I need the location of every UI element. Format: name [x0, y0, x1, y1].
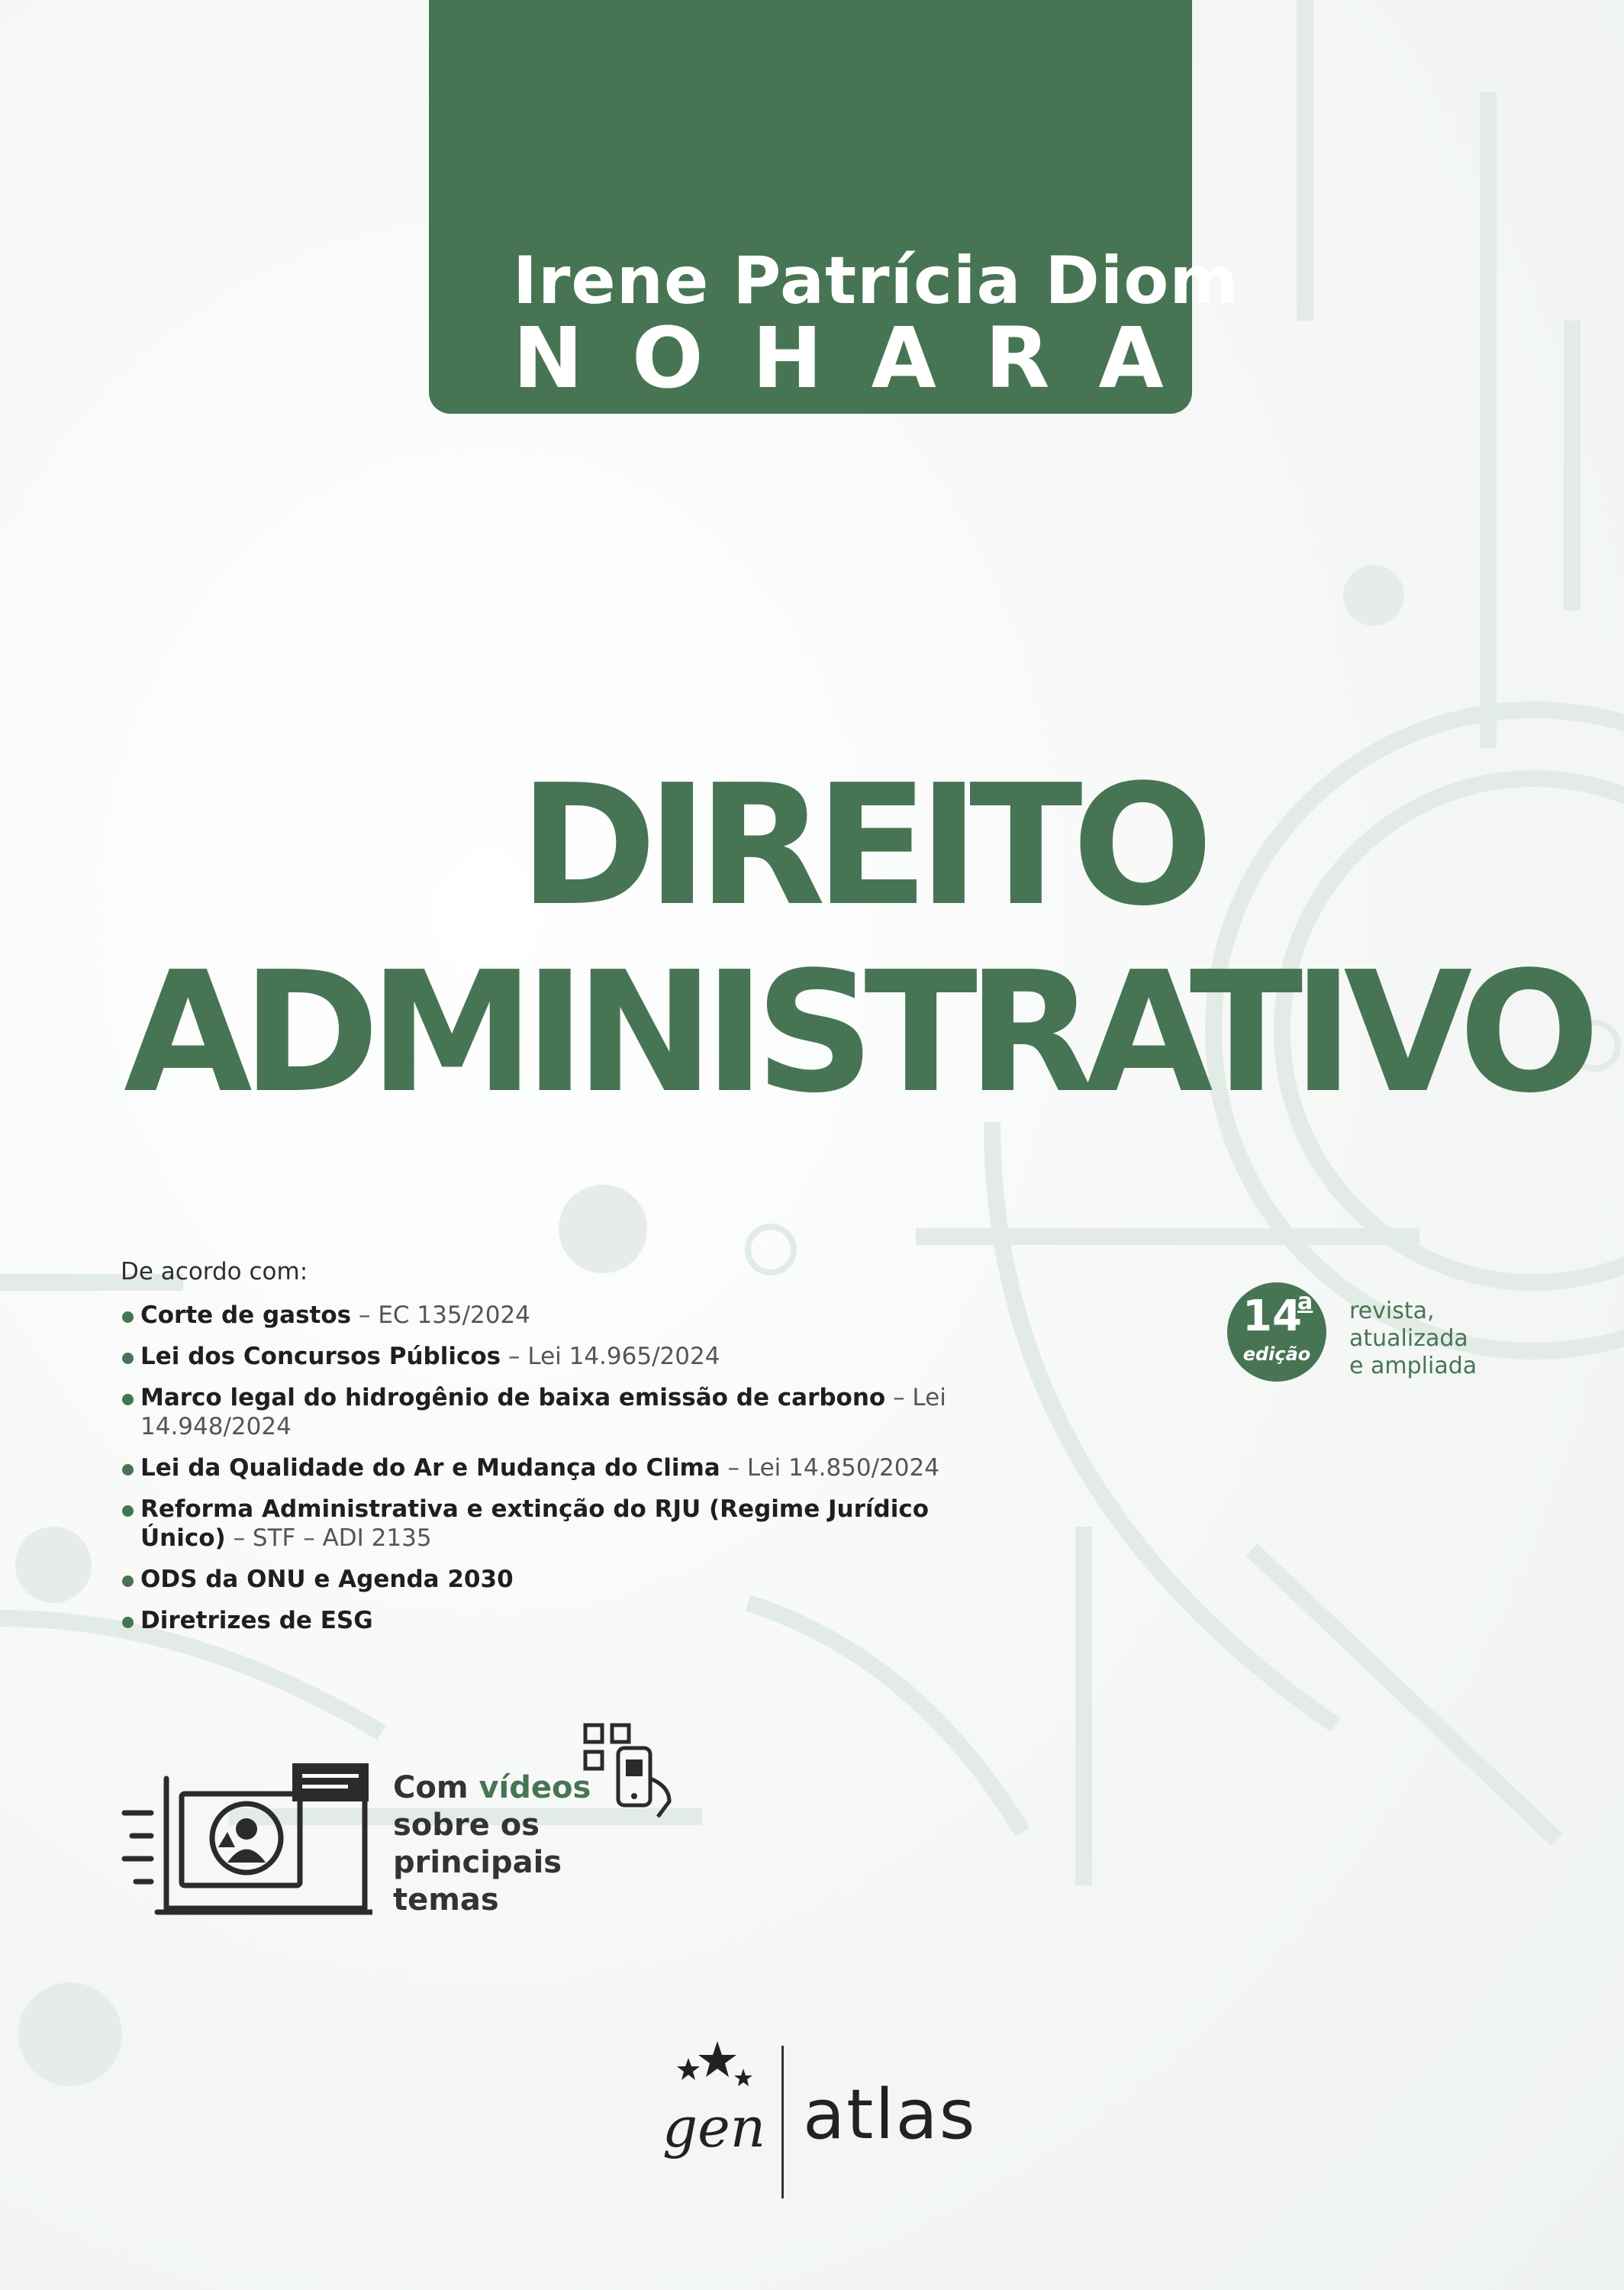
bullet-icon: [122, 1576, 134, 1587]
edition-line: revista,: [1349, 1298, 1435, 1324]
edition-number: 14: [1242, 1292, 1302, 1341]
author-last-name: NOHARA: [513, 309, 1213, 407]
list-item: [121, 1342, 975, 1371]
book-title-line-2: ADMINISTRATIVO: [124, 937, 1590, 1130]
list-item-rest: – Lei 14.948/2024: [140, 1384, 946, 1440]
bullet-icon: [122, 1505, 134, 1517]
bullet-icon: [122, 1311, 134, 1323]
list-item-bold: ODS da ONU e Agenda 2030: [140, 1566, 514, 1593]
gen-logo: gen: [662, 2095, 766, 2159]
videos-line: principais: [393, 1845, 562, 1880]
videos-com: Com: [393, 1770, 479, 1805]
bullet-icon: [122, 1353, 134, 1364]
list-item: [121, 1565, 975, 1594]
videos-line: sobre os: [393, 1808, 540, 1843]
bullet-icon: [122, 1394, 134, 1405]
list-item-bold: Lei da Qualidade do Ar e Mudança do Clima: [140, 1454, 720, 1482]
according-to-intro: De acordo com:: [121, 1258, 308, 1285]
list-item-rest: – Lei 14.965/2024: [501, 1343, 720, 1370]
list-item: [121, 1383, 975, 1441]
list-item-bold: Corte de gastos: [140, 1301, 352, 1329]
list-item-bold: Marco legal do hidrogênio de baixa emissão de carbono: [140, 1384, 886, 1411]
atlas-logo: atlas: [803, 2075, 977, 2155]
videos-callout: [393, 1769, 591, 1919]
stars-icon: [672, 2040, 756, 2097]
edition-badge: [1227, 1282, 1326, 1382]
edition-ordinal: a: [1297, 1289, 1313, 1315]
author-first-names: Irene Patrícia Diom: [513, 243, 1239, 319]
bullet-icon: [122, 1617, 134, 1628]
bullet-icon: [122, 1464, 134, 1476]
videos-highlight: vídeos: [478, 1770, 591, 1805]
according-to-list: [121, 1258, 975, 1647]
list-item-rest: – Lei 14.850/2024: [720, 1454, 939, 1482]
author-banner: [429, 0, 1239, 414]
edition-line: e ampliada: [1349, 1353, 1477, 1379]
edition-description: [1349, 1298, 1477, 1380]
book-title-line-1: DIREITO: [519, 750, 1203, 943]
edition-line: atualizada: [1349, 1325, 1468, 1352]
list-item-bold: Diretrizes de ESG: [140, 1607, 373, 1634]
logo-divider: [781, 2046, 784, 2198]
list-item-rest: – EC 135/2024: [351, 1301, 530, 1329]
videos-line: temas: [393, 1882, 499, 1917]
list-item-bold: Lei dos Concursos Públicos: [140, 1343, 501, 1370]
list-item-rest: – STF – ADI 2135: [225, 1524, 432, 1552]
list-item-bold: Reforma Administrativa e extinção do RJU (Regime Jurídico Único): [140, 1495, 930, 1552]
list-item: [121, 1301, 975, 1330]
qr-phone-icon: [582, 1721, 681, 1821]
laptop-video-icon: [121, 1756, 372, 1924]
list-item: [121, 1495, 975, 1553]
list-item: [121, 1453, 975, 1482]
list-item: [121, 1606, 975, 1635]
edition-word: edição: [1242, 1343, 1311, 1365]
